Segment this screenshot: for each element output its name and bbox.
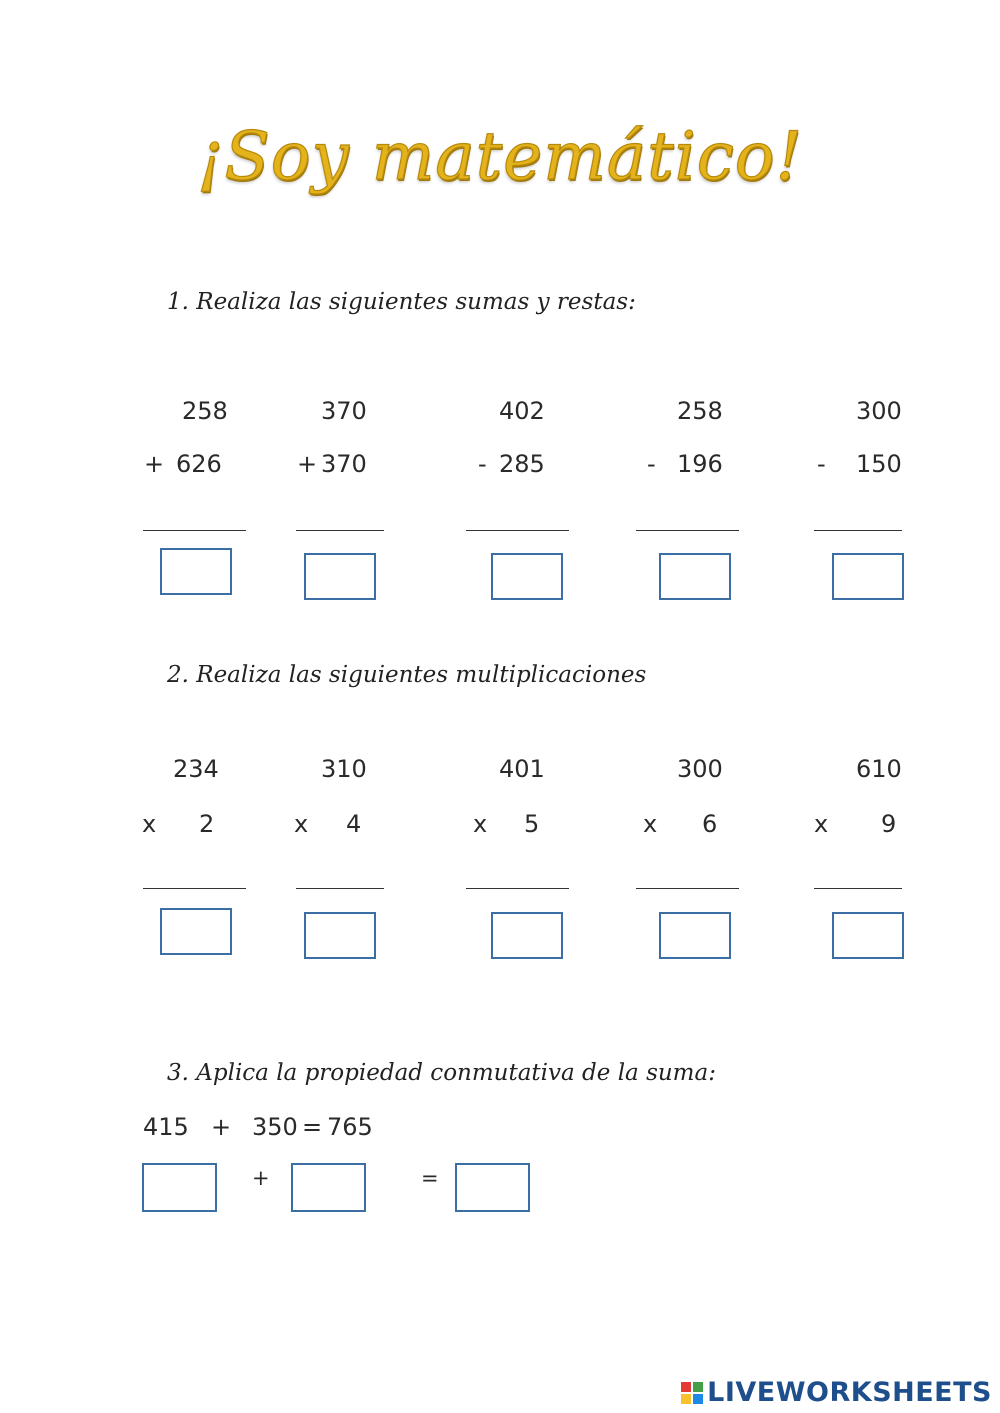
mult-1-operator: x bbox=[142, 810, 157, 838]
section-1-heading: 1. Realiza las siguientes sumas y restas: bbox=[167, 289, 636, 315]
problem-4-top: 258 bbox=[677, 397, 723, 425]
example-addend-b: 350 bbox=[252, 1113, 298, 1141]
mult-3-answer-box[interactable] bbox=[491, 912, 563, 959]
problem-2-rule bbox=[296, 530, 384, 531]
problem-5-top: 300 bbox=[856, 397, 902, 425]
mult-4-bottom: 6 bbox=[702, 810, 718, 838]
mult-2-bottom: 4 bbox=[346, 810, 362, 838]
example-addend-a: 415 bbox=[143, 1113, 189, 1141]
liveworksheets-logo bbox=[681, 1377, 992, 1408]
mult-2-answer-box[interactable] bbox=[304, 912, 376, 959]
mult-1-bottom: 2 bbox=[199, 810, 215, 838]
problem-3-rule bbox=[466, 530, 569, 531]
mult-2-operator: x bbox=[294, 810, 309, 838]
problem-1-bottom: 626 bbox=[176, 450, 222, 478]
problem-1-top: 258 bbox=[182, 397, 228, 425]
mult-5-top: 610 bbox=[856, 755, 902, 783]
mult-3-rule bbox=[466, 888, 569, 889]
mult-1-rule bbox=[143, 888, 246, 889]
example-result: 765 bbox=[327, 1113, 373, 1141]
mult-3-operator: x bbox=[473, 810, 488, 838]
mult-5-bottom: 9 bbox=[881, 810, 897, 838]
commutative-box-b[interactable] bbox=[291, 1163, 366, 1212]
problem-1-operator: + bbox=[144, 450, 165, 478]
section-2-heading: 2. Realiza las siguientes multiplicaciones bbox=[167, 662, 647, 688]
mult-4-rule bbox=[636, 888, 739, 889]
mult-5-answer-box[interactable] bbox=[832, 912, 904, 959]
mult-1-top: 234 bbox=[173, 755, 219, 783]
problem-2-answer-box[interactable] bbox=[304, 553, 376, 600]
problem-3-top: 402 bbox=[499, 397, 545, 425]
section-3-heading: 3. Aplica la propiedad conmutativa de la suma: bbox=[167, 1060, 716, 1086]
example-equals: = bbox=[302, 1113, 323, 1141]
problem-5-answer-box[interactable] bbox=[832, 553, 904, 600]
problem-4-answer-box[interactable] bbox=[659, 553, 731, 600]
commutative-box-a[interactable] bbox=[142, 1163, 217, 1212]
worksheet-title: ¡Soy matemático! bbox=[196, 118, 804, 195]
problem-5-operator: - bbox=[817, 450, 826, 478]
problem-4-operator: - bbox=[647, 450, 656, 478]
problem-1-answer-box[interactable] bbox=[160, 548, 232, 595]
mult-1-answer-box[interactable] bbox=[160, 908, 232, 955]
liveworksheets-brand-text: LIVEWORKSHEETS bbox=[707, 1377, 992, 1408]
problem-1-rule bbox=[143, 530, 246, 531]
mult-4-operator: x bbox=[643, 810, 658, 838]
problem-5-rule bbox=[814, 530, 902, 531]
problem-2-operator: + bbox=[297, 450, 318, 478]
problem-3-answer-box[interactable] bbox=[491, 553, 563, 600]
mult-5-rule bbox=[814, 888, 902, 889]
mult-4-answer-box[interactable] bbox=[659, 912, 731, 959]
commutative-equals: = bbox=[421, 1166, 439, 1190]
problem-3-operator: - bbox=[478, 450, 487, 478]
problem-2-bottom: 370 bbox=[321, 450, 367, 478]
problem-4-bottom: 196 bbox=[677, 450, 723, 478]
mult-2-top: 310 bbox=[321, 755, 367, 783]
problem-4-rule bbox=[636, 530, 739, 531]
mult-5-operator: x bbox=[814, 810, 829, 838]
mult-3-bottom: 5 bbox=[524, 810, 540, 838]
mult-2-rule bbox=[296, 888, 384, 889]
liveworksheets-logo-icon bbox=[681, 1382, 703, 1404]
problem-5-bottom: 150 bbox=[856, 450, 902, 478]
mult-3-top: 401 bbox=[499, 755, 545, 783]
commutative-plus: + bbox=[252, 1166, 270, 1190]
mult-4-top: 300 bbox=[677, 755, 723, 783]
commutative-box-result[interactable] bbox=[455, 1163, 530, 1212]
problem-2-top: 370 bbox=[321, 397, 367, 425]
problem-3-bottom: 285 bbox=[499, 450, 545, 478]
example-plus: + bbox=[211, 1113, 232, 1141]
